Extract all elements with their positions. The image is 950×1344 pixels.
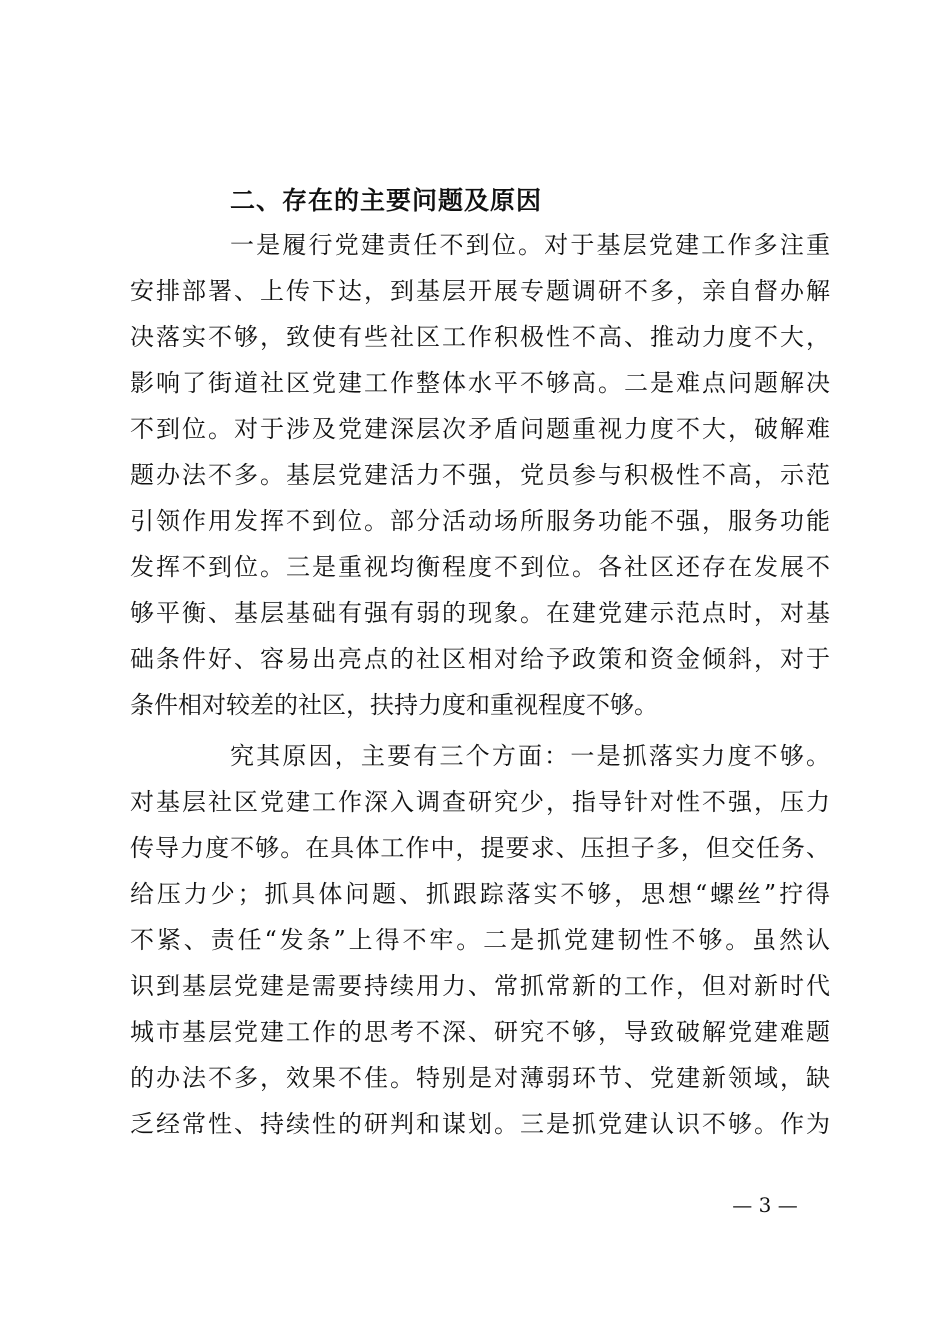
section-heading: 二、存在的主要问题及原因 [230,186,543,215]
text-line: 够平衡、基层基础有强有弱的现象。在建党建示范点时，对基 [130,599,830,627]
text-line: 识到基层党建是需要持续用力、常抓常新的工作，但对新时代 [130,972,830,1000]
text-line: 题办法不多。基层党建活力不强，党员参与积极性不高，示范 [130,461,830,489]
paragraph-problems [130,222,830,728]
text-line: 不到位。对于涉及党建深层次矛盾问题重视力度不大，破解难 [130,415,830,443]
text-line: 传导力度不够。在具体工作中，提要求、压担子多，但交任务、 [130,834,830,862]
text-line: 条件相对较差的社区，扶持力度和重视程度不够。 [130,691,658,719]
text-line: 乏经常性、持续性的研判和谋划。三是抓党建认识不够。作为 [130,1110,830,1138]
text-line: 础条件好、容易出亮点的社区相对给予政策和资金倾斜，对于 [130,645,830,673]
text-line: 决落实不够，致使有些社区工作积极性不高、推动力度不大， [130,323,830,351]
text-line: 对基层社区党建工作深入调查研究少，指导针对性不强，压力 [130,788,830,816]
text-line: 安排部署、上传下达，到基层开展专题调研不多，亲自督办解 [130,277,830,305]
paragraph-causes [130,733,830,1147]
text-line: 发挥不到位。三是重视均衡程度不到位。各社区还存在发展不 [130,553,830,581]
text-line: 引领作用发挥不到位。部分活动场所服务功能不强，服务功能 [130,507,830,535]
text-line: 给压力少；抓具体问题、抓跟踪落实不够，思想“螺丝”拧得 [130,880,830,908]
text-line: 城市基层党建工作的思考不深、研究不够，导致破解党建难题 [130,1018,830,1046]
text-line: 的办法不多，效果不佳。特别是对薄弱环节、党建新领域，缺 [130,1064,830,1092]
text-line: 究其原因，主要有三个方面：一是抓落实力度不够。 [230,742,830,770]
text-line: 一是履行党建责任不到位。对于基层党建工作多注重 [230,231,830,259]
text-line: 不紧、责任“发条”上得不牢。二是抓党建韧性不够。虽然认 [130,926,830,954]
page-number: — 3 — [732,1193,798,1217]
text-line: 影响了街道社区党建工作整体水平不够高。二是难点问题解决 [130,369,830,397]
